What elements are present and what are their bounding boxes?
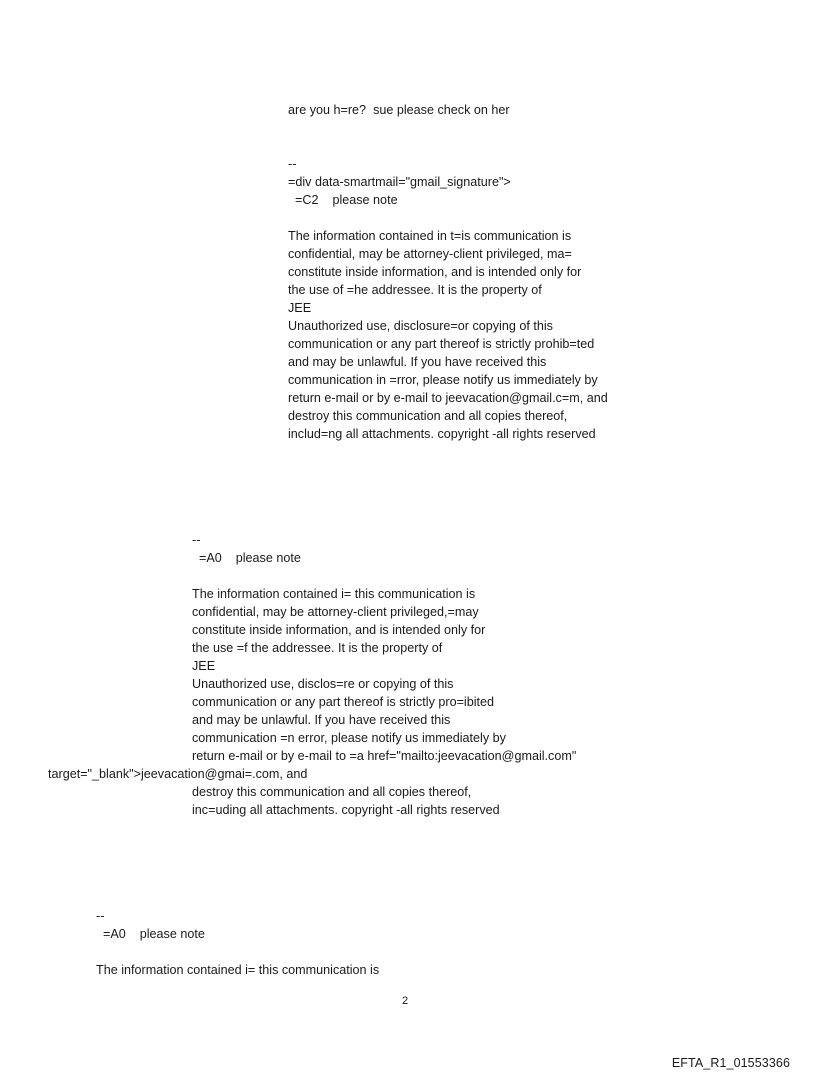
text-line: constitute inside information, and is intended only for [192,623,486,637]
page-number: 2 [402,995,409,1007]
bates-number: EFTA_R1_01553366 [671,1056,790,1070]
note-heading: =C2 please note [288,193,398,207]
text-line: return e-mail or by e-mail to jeevacation@gmail.c=m, and [288,391,608,405]
text-line: confidential, may be attorney-client privileged,=may [192,605,479,619]
note-heading: =A0 please note [96,927,205,941]
text-line: JEE [288,301,312,315]
separator: -- [96,909,105,923]
wrapped-text-line: target="_blank">jeevacation@gmai=.com, and [48,767,308,781]
text-line: JEE [192,659,216,673]
text-line: The information contained in t=is communication is [288,229,572,243]
text-line: and may be unlawful. If you have received this [192,713,451,727]
separator: -- [288,157,297,171]
text-line: return e-mail or by e-mail to =a href="mailto:jeevacation@gmail.com" [192,749,577,763]
text-line: The information contained i= this communication is [192,587,476,601]
note-heading: =A0 please note [192,551,301,565]
text-line: Unauthorized use, disclos=re or copying of this [192,677,454,691]
text-line: confidential, may be attorney-client privileged, ma= [288,247,572,261]
text-line: communication or any part thereof is strictly pro=ibited [192,695,495,709]
text-line: destroy this communication and all copies thereof, [288,409,568,423]
text-line: communication or any part thereof is strictly prohib=ted [288,337,595,351]
text-line: communication =n error, please notify us immediately by [192,731,506,745]
text-line: Unauthorized use, disclosure=or copying of this [288,319,553,333]
reply-line: are you h=re? sue please check on her [288,103,510,117]
text-line: constitute inside information, and is intended only for [288,265,582,279]
signature-div-line: =div data-smartmail="gmail_signature"> [288,175,511,189]
text-line: destroy this communication and all copies thereof, [192,785,472,799]
text-line: communication in =rror, please notify us immediately by [288,373,598,387]
text-line: and may be unlawful. If you have received this [288,355,547,369]
text-line: includ=ng all attachments. copyright -all rights reserved [288,427,596,441]
text-line: the use of =he addressee. It is the property of [288,283,542,297]
text-line: the use =f the addressee. It is the property of [192,641,443,655]
text-line: inc=uding all attachments. copyright -all rights reserved [192,803,500,817]
text-line: The information contained i= this communication is [96,963,380,977]
separator: -- [192,533,201,547]
